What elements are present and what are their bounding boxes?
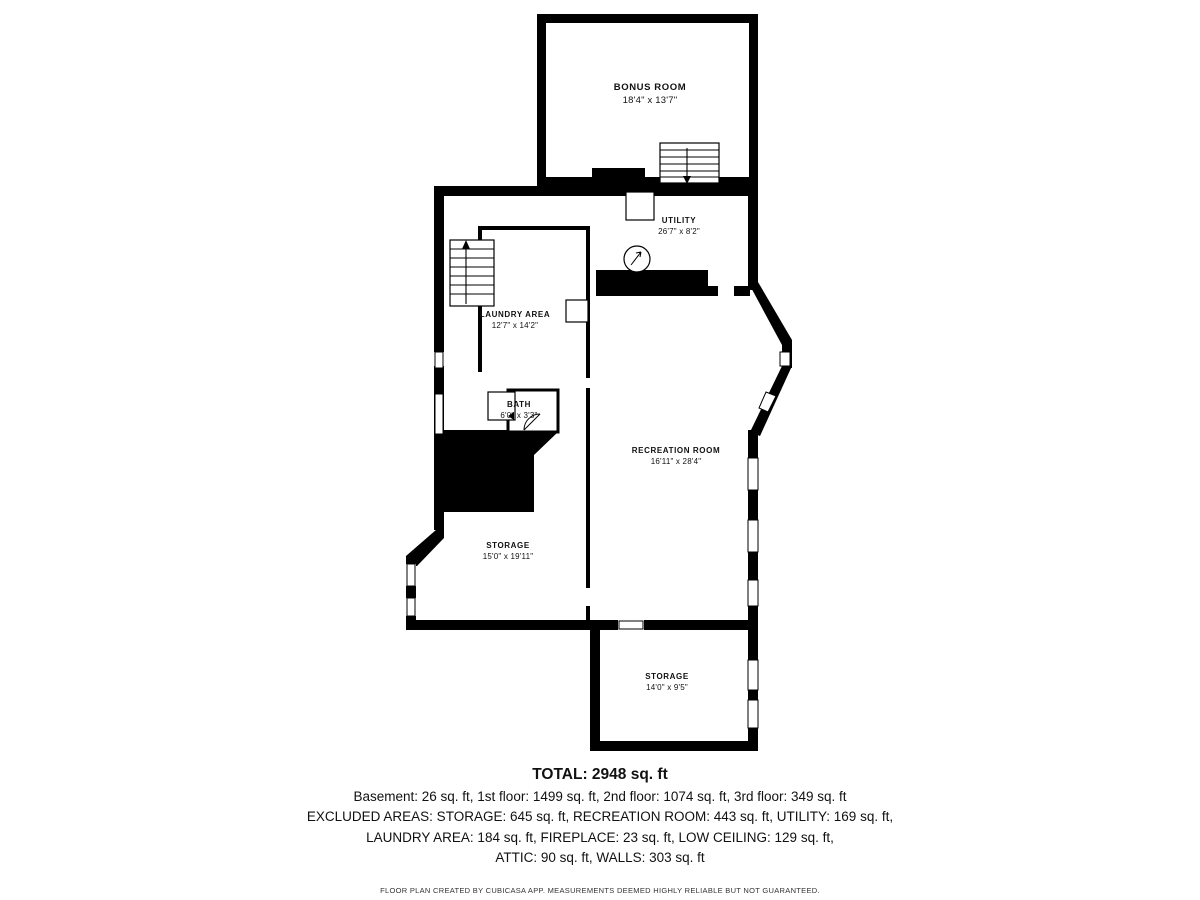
room-dimensions: 12'7" x 14'2"	[491, 320, 539, 330]
excluded-areas-line-3: ATTIC: 90 sq. ft, WALLS: 303 sq. ft	[495, 849, 705, 865]
room-dimensions: 16'11" x 28'4"	[650, 456, 702, 466]
total-area: TOTAL: 2948 sq. ft	[532, 766, 668, 783]
room-name: BONUS ROOM	[613, 82, 687, 93]
room-name: STORAGE	[645, 672, 689, 681]
room-name: RECREATION ROOM	[631, 446, 721, 455]
room-name: STORAGE	[486, 541, 530, 550]
excluded-areas-line-2: LAUNDRY AREA: 184 sq. ft, FIREPLACE: 23 sq. ft, LOW CEILING: 129 sq. ft,	[366, 829, 834, 845]
room-name: UTILITY	[661, 216, 697, 225]
room-name: BATH	[506, 400, 532, 409]
room-dimensions: 14'0" x 9'5"	[646, 682, 688, 692]
lower-storage-shape	[590, 624, 758, 751]
bonus-room-shape	[537, 14, 758, 186]
excluded-areas-line-1: EXCLUDED AREAS: STORAGE: 645 sq. ft, RECREATION ROOM: 443 sq. ft, UTILITY: 169 sq. ft,	[306, 809, 894, 825]
room-dimensions: 15'0" x 19'11"	[482, 551, 534, 561]
stairs-bonus-icon	[660, 143, 719, 184]
room-dimensions: 6'0" x 3'3"	[500, 410, 538, 420]
area-summary	[0, 766, 1200, 895]
disclaimer-text: FLOOR PLAN CREATED BY CUBICASA APP. MEASUREMENTS DEEMED HIGHLY RELIABLE BUT NOT GUARANTEED.	[380, 886, 820, 895]
room-dimensions: 26'7" x 8'2"	[658, 226, 700, 236]
floor-breakdown-line: Basement: 26 sq. ft, 1st floor: 1499 sq. ft, 2nd floor: 1074 sq. ft, 3rd floor: 349 sq. ft	[353, 789, 847, 804]
stairs-laundry-icon	[450, 240, 494, 306]
room-name: LAUNDRY AREA	[479, 310, 551, 319]
room-dimensions: 18'4" x 13'7"	[622, 94, 678, 106]
